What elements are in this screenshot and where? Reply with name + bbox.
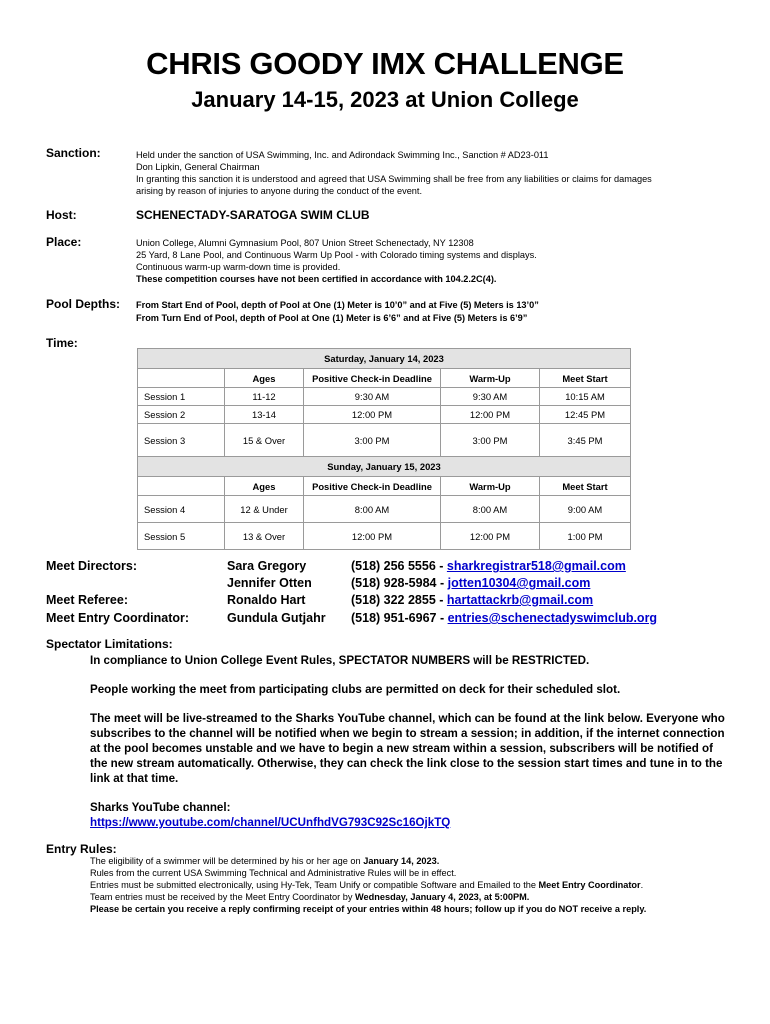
session-start: 12:45 PM xyxy=(540,406,631,424)
entry-rule-date: January 14, 2023. xyxy=(363,856,440,866)
entry-rules-label: Entry Rules: xyxy=(46,842,117,856)
page-title: CHRIS GOODY IMX CHALLENGE xyxy=(146,46,624,81)
column-header: Meet Start xyxy=(540,477,631,496)
sanction-line: Held under the sanction of USA Swimming, Inc. and Adirondack Swimming Inc., Sanction # AD23-011 xyxy=(136,150,549,160)
entry-rule-deadline: Wednesday, January 4, 2023, at 5:00PM. xyxy=(355,892,530,902)
sanction-line: In granting this sanction it is understood and agreed that USA Swimming shall be free from any liabilities or claims for damages xyxy=(136,174,652,184)
session-start: 10:15 AM xyxy=(540,388,631,406)
spectator-restriction-text: In compliance to Union College Event Rules, SPECTATOR NUMBERS will be RESTRICTED. xyxy=(90,654,590,667)
entry-rule-line: Rules from the current USA Swimming Technical and Administrative Rules will be in effect. xyxy=(90,868,457,878)
entry-rule-line xyxy=(90,892,529,904)
meet-referee-label: Meet Referee: xyxy=(46,593,128,607)
day-title: Sunday, January 15, 2023 xyxy=(138,457,631,477)
host-value: SCHENECTADY-SARATOGA SWIM CLUB xyxy=(136,208,370,222)
session-name: Session 3 xyxy=(138,424,225,457)
entry-rule-line xyxy=(90,856,439,868)
session-name: Session 4 xyxy=(138,496,225,523)
session-warmup: 3:00 PM xyxy=(441,424,540,457)
entry-rule-text: The eligibility of a swimmer will be determined by his or her age on xyxy=(90,856,364,866)
meet-entry-coordinator-label: Meet Entry Coordinator: xyxy=(46,611,190,625)
contact-name: Jennifer Otten xyxy=(227,576,312,590)
day-header-row xyxy=(138,349,631,369)
entry-rule-text: Entries must be submitted electronically, using Hy-Tek, Team Unify or compatible Software and Emailed to the xyxy=(90,880,539,890)
sanction-line: Don Lipkin, General Chairman xyxy=(136,162,260,172)
contact-line xyxy=(351,611,657,625)
session-warmup: 8:00 AM xyxy=(441,496,540,523)
session-name: Session 5 xyxy=(138,523,225,550)
column-header: Ages xyxy=(225,477,304,496)
spectator-limitations-label: Spectator Limitations: xyxy=(46,637,173,651)
place-line: 25 Yard, 8 Lane Pool, and Continuous Warm Up Pool - with Colorado timing systems and displays. xyxy=(136,250,537,260)
sanction-label: Sanction: xyxy=(46,146,101,160)
place-line: Union College, Alumni Gymnasium Pool, 807 Union Street Schenectady, NY 12308 xyxy=(136,238,474,248)
session-warmup: 12:00 PM xyxy=(441,523,540,550)
session-ages: 11-12 xyxy=(225,388,304,406)
column-header: Warm-Up xyxy=(441,369,540,388)
session-ages: 15 & Over xyxy=(225,424,304,457)
table-row xyxy=(138,388,631,406)
pool-depth-line: From Turn End of Pool, depth of Pool at One (1) Meter is 6’6” and at Five (5) Meters is 6’9” xyxy=(136,313,528,323)
column-header: Warm-Up xyxy=(441,477,540,496)
session-warmup: 9:30 AM xyxy=(441,388,540,406)
pool-depth-line: From Start End of Pool, depth of Pool at One (1) Meter is 10’0” and at Five (5) Meters is 13’0” xyxy=(136,300,539,310)
session-checkin: 8:00 AM xyxy=(304,496,441,523)
day-header-row xyxy=(138,457,631,477)
session-name: Session 2 xyxy=(138,406,225,424)
entry-rule-line xyxy=(90,880,643,892)
entry-rule-text: Team entries must be received by the Meet Entry Coordinator by xyxy=(90,892,356,902)
time-label: Time: xyxy=(46,336,78,350)
youtube-url[interactable]: https://www.youtube.com/channel/UCUnfhdVG793C92Sc16OjkTQ xyxy=(90,816,451,829)
session-warmup: 12:00 PM xyxy=(441,406,540,424)
contact-line xyxy=(351,559,626,573)
entry-rule-text: . xyxy=(640,880,644,890)
place-certification-note: These competition courses have not been certified in accordance with 104.2.2C(4). xyxy=(136,274,497,284)
session-start: 1:00 PM xyxy=(540,523,631,550)
table-row xyxy=(138,523,631,550)
contact-email-link[interactable]: jotten10304@gmail.com xyxy=(447,576,591,590)
session-start: 9:00 AM xyxy=(540,496,631,523)
session-ages: 12 & Under xyxy=(225,496,304,523)
contact-name: Gundula Gutjahr xyxy=(227,611,326,625)
meet-directors-label: Meet Directors: xyxy=(46,559,137,573)
column-header: Positive Check-in Deadline xyxy=(304,369,441,388)
day-title: Saturday, January 14, 2023 xyxy=(138,349,631,369)
contact-phone: (518) 322 2855 - xyxy=(351,593,447,607)
contact-line xyxy=(351,576,590,590)
session-checkin: 9:30 AM xyxy=(304,388,441,406)
contact-phone: (518) 928-5984 - xyxy=(351,576,448,590)
schedule-table xyxy=(137,348,631,550)
host-label: Host: xyxy=(46,208,77,222)
contact-email-link[interactable]: hartattackrb@gmail.com xyxy=(446,593,594,607)
table-row xyxy=(138,424,631,457)
session-ages: 13-14 xyxy=(225,406,304,424)
contact-line xyxy=(351,593,593,607)
session-start: 3:45 PM xyxy=(540,424,631,457)
contact-name: Ronaldo Hart xyxy=(227,593,306,607)
session-checkin: 12:00 PM xyxy=(304,523,441,550)
entry-rule-coordinator: Meet Entry Coordinator xyxy=(538,880,641,890)
contact-phone: (518) 256 5556 - xyxy=(351,559,447,573)
place-label: Place: xyxy=(46,235,82,249)
table-row xyxy=(138,496,631,523)
spectator-deck-text: People working the meet from participating clubs are permitted on deck for their scheduled slot. xyxy=(90,683,621,696)
session-checkin: 12:00 PM xyxy=(304,406,441,424)
session-checkin: 3:00 PM xyxy=(304,424,441,457)
table-header-row xyxy=(138,477,631,496)
column-header: Meet Start xyxy=(540,369,631,388)
youtube-label: Sharks YouTube channel: xyxy=(90,801,231,814)
sanction-line: arising by reason of injuries to anyone during the conduct of the event. xyxy=(136,186,423,196)
entry-rule-line: Please be certain you receive a reply confirming receipt of your entries within 48 hours; follow up if you do NOT receive a reply. xyxy=(90,904,647,914)
place-line: Continuous warm-up warm-down time is provided. xyxy=(136,262,341,272)
contact-email-link[interactable]: sharkregistrar518@gmail.com xyxy=(446,559,626,573)
session-name: Session 1 xyxy=(138,388,225,406)
pool-depths-label: Pool Depths: xyxy=(46,297,120,311)
column-header: Positive Check-in Deadline xyxy=(304,477,441,496)
table-header-row xyxy=(138,369,631,388)
column-header: Ages xyxy=(225,369,304,388)
contact-name: Sara Gregory xyxy=(227,559,307,573)
page-subtitle: January 14-15, 2023 at Union College xyxy=(191,87,579,112)
youtube-channel-link[interactable] xyxy=(90,815,730,830)
contact-phone: (518) 951-6967 - xyxy=(351,611,448,625)
contact-email-link[interactable]: entries@schenectadyswimclub.org xyxy=(447,611,658,625)
livestream-text: The meet will be live-streamed to the Sharks YouTube channel, which can be found at the link below. Everyone who subscribes to the channel will be notified when we begin to stream a session; in addition, if the internet connection at the pool becomes unstable and we have to begin a new stream within a session, subscribers will be notified of the new stream automatically. Otherwise, they can check the link close to the session start times and tune in to the link at that time. xyxy=(90,712,725,785)
session-ages: 13 & Over xyxy=(225,523,304,550)
table-row xyxy=(138,406,631,424)
